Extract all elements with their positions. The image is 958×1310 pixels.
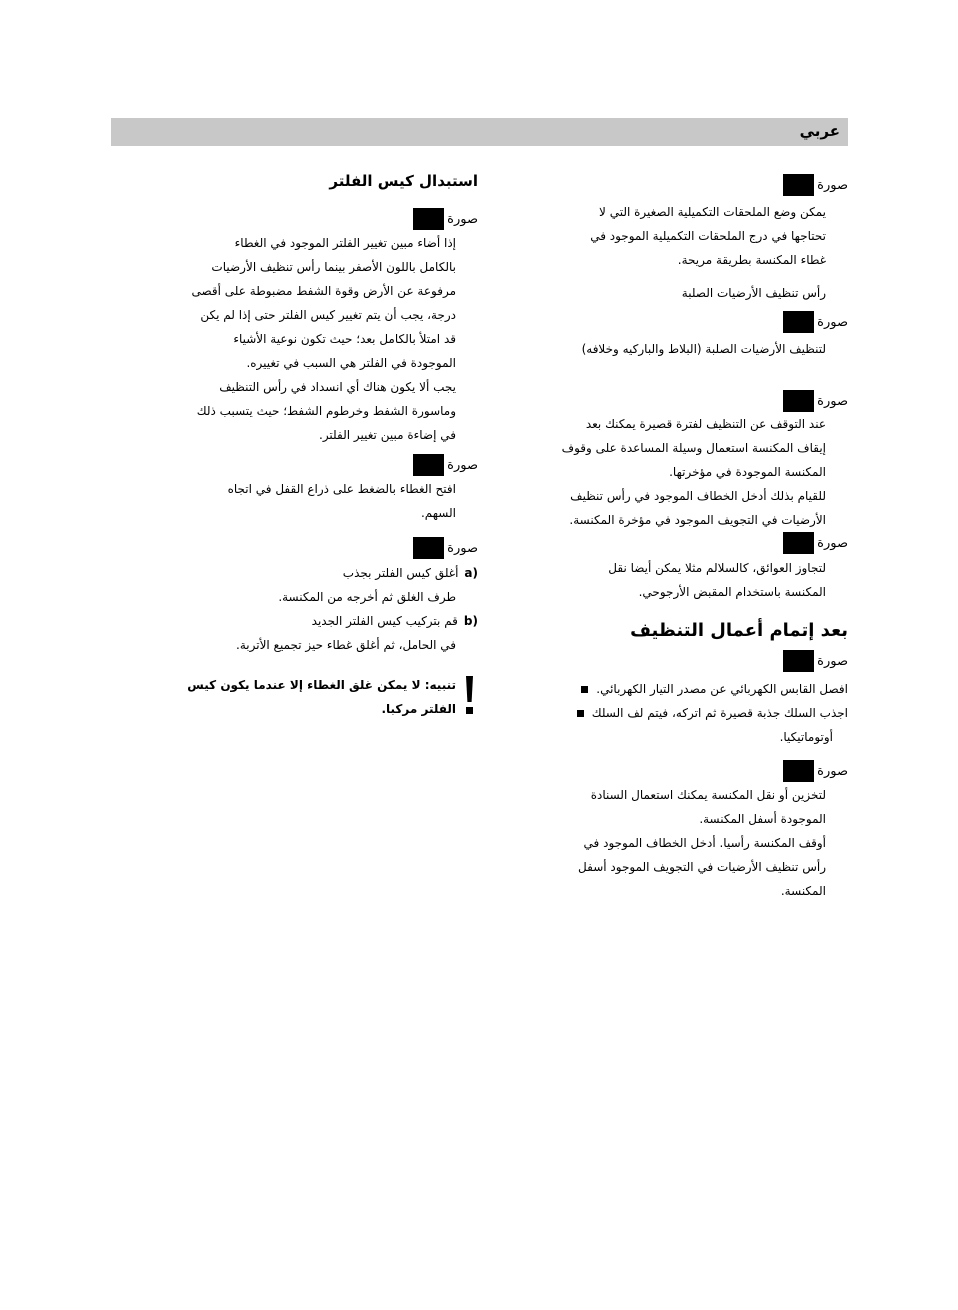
figure-label: صورة: [447, 211, 478, 227]
text-line: إذا أضاء مبين تغيير الفلتر الموجود في الغطاء: [234, 236, 456, 250]
figure-label: صورة: [817, 763, 848, 779]
text-line: افتح الغطاء بالضغط على ذراع القفل في اتجاه: [227, 482, 456, 496]
text-line: المكنسة باستخدام المقبض الأرجوحي.: [638, 585, 826, 599]
figure-ref: [783, 174, 848, 196]
list-item: [577, 677, 848, 701]
step-text: قم بتركيب كيس الفلتر الجديد: [311, 614, 458, 628]
text-line: الفلتر مركبا.: [381, 702, 456, 716]
text-line: يجب ألا يكون هناك أي انسداد في رأس التنظيف: [219, 380, 456, 394]
text-line: الموجودة في الفلتر هي السبب في تغييره.: [246, 356, 456, 370]
figure-label: صورة: [817, 314, 848, 330]
step-b: [236, 609, 478, 633]
filter-indicator-text: [192, 231, 456, 447]
figure-number-box: [783, 760, 814, 782]
parking-text: [562, 412, 826, 532]
text-line: لتجاوز العوائق، كالسلالم مثلا يمكن أيضا نقل: [608, 561, 826, 575]
figure-number-box: [783, 532, 814, 554]
after-cleaning-list: [577, 677, 848, 749]
figure-ref: [783, 390, 848, 412]
text-line: في إضاءة مبين تغيير الفلتر.: [319, 428, 456, 442]
text-line: للقيام بذلك أدخل الخطاف الموجود في رأس تنظيف: [570, 489, 826, 503]
figure-ref: [413, 208, 478, 230]
step-text: أغلق كيس الفلتر بجذب: [342, 566, 459, 580]
text-line: تحتاجها في درج الملحقات التكميلية الموجود في: [590, 229, 826, 243]
figure-number-box: [413, 208, 444, 230]
hard-floor-text: [582, 337, 826, 361]
figure-ref: [783, 532, 848, 554]
figure-number-box: [413, 537, 444, 559]
warning-text: [187, 673, 456, 721]
figure-number-box: [783, 311, 814, 333]
language-header-bar: [111, 118, 848, 146]
text-line: الموجودة أسفل المكنسة.: [699, 812, 826, 826]
figure-number-box: [783, 390, 814, 412]
filter-bag-heading: استبدال كيس الفلتر: [329, 172, 478, 190]
text-line: إيقاف المكنسة استعمال وسيلة المساعدة على وقوف: [561, 441, 826, 455]
open-cover-text: [228, 477, 456, 525]
figure-label: صورة: [817, 535, 848, 551]
step-marker: a): [464, 566, 478, 580]
figure-number-box: [783, 174, 814, 196]
list-item: [577, 701, 848, 725]
text-line: لتخزين أو نقل المكنسة يمكنك استعمال السنادة: [590, 788, 826, 802]
text-line: لتنظيف الأرضيات الصلبة (البلاط والباركيه وخلافه): [581, 342, 826, 356]
step-b-continuation: في الحامل، ثم أغلق غطاء حيز تجميع الأتربة.: [236, 638, 456, 652]
text-line: درجة، يجب أن يتم تغيير كيس الفلتر حتى إذا لم يكن: [200, 308, 456, 322]
storage-text: [578, 783, 826, 903]
figure-ref: [783, 760, 848, 782]
text-line: بالكامل باللون الأصفر بينما رأس تنظيف الأرضيات: [211, 260, 456, 274]
bullet-square-icon: [581, 686, 588, 693]
step-a-continuation: طرف الغلق ثم أخرجه من المكنسة.: [278, 590, 456, 604]
figure-label: صورة: [447, 540, 478, 556]
subheading-hard-floor: رأس تنظيف الأرضيات الصلبة: [681, 286, 826, 300]
step-a: [236, 561, 478, 585]
figure-ref: [413, 537, 478, 559]
figure-ref: [783, 311, 848, 333]
text-line: السهم.: [420, 506, 456, 520]
figure-label: صورة: [817, 393, 848, 409]
list-item-text: اجذب السلك جذبة قصيرة ثم اتركه، فيتم لف السلك: [591, 706, 848, 720]
list-item-text: افصل القابس الكهربائي عن مصدر التيار الكهربائي.: [596, 682, 848, 696]
text-line: وماسورة الشفط وخرطوم الشفط؛ حيث يتسبب ذلك: [196, 404, 456, 418]
carry-handle-text: [608, 556, 826, 604]
figure-label: صورة: [817, 653, 848, 669]
text-line: الأرضيات في التجويف الموجود في مؤخرة المكنسة.: [569, 513, 826, 527]
text-line: قد امتلأ بالكامل بعد؛ حيث تكون نوعية الأشياء: [233, 332, 456, 346]
warning-exclamation-icon: [466, 676, 473, 718]
text-line: تنبيه: لا يمكن غلق الغطاء إلا عندما يكون كيس: [187, 678, 456, 692]
figure-ref: [413, 454, 478, 476]
replace-steps: [236, 561, 478, 657]
language-label: عربي: [799, 122, 840, 140]
text-line: مرفوعة عن الأرض وقوة الشفط مضبوطة على أقصى: [191, 284, 456, 298]
figure-ref: [783, 650, 848, 672]
text-line: عند التوقف عن التنظيف لفترة قصيرة يمكنك بعد: [585, 417, 826, 431]
figure-number-box: [413, 454, 444, 476]
step-marker: b): [463, 614, 478, 628]
bullet-square-icon: [577, 710, 584, 717]
text-line: المكنسة الموجودة في مؤخرتها.: [669, 465, 826, 479]
list-item-continuation: أوتوماتيكيا.: [779, 730, 833, 744]
text-line: غطاء المكنسة بطريقة مريحة.: [677, 253, 826, 267]
text-line: المكنسة.: [780, 884, 826, 898]
figure-label: صورة: [447, 457, 478, 473]
after-cleaning-heading: بعد إتمام أعمال التنظيف: [630, 620, 848, 641]
accessory-storage-text: [590, 200, 826, 272]
figure-number-box: [783, 650, 814, 672]
text-line: يمكن وضع الملحقات التكميلية الصغيرة التي لا: [599, 205, 826, 219]
text-line: أوقف المكنسة رأسيا. أدخل الخطاف الموجود في: [583, 836, 826, 850]
text-line: رأس تنظيف الأرضيات في التجويف الموجود أسفل: [578, 860, 826, 874]
figure-label: صورة: [817, 177, 848, 193]
